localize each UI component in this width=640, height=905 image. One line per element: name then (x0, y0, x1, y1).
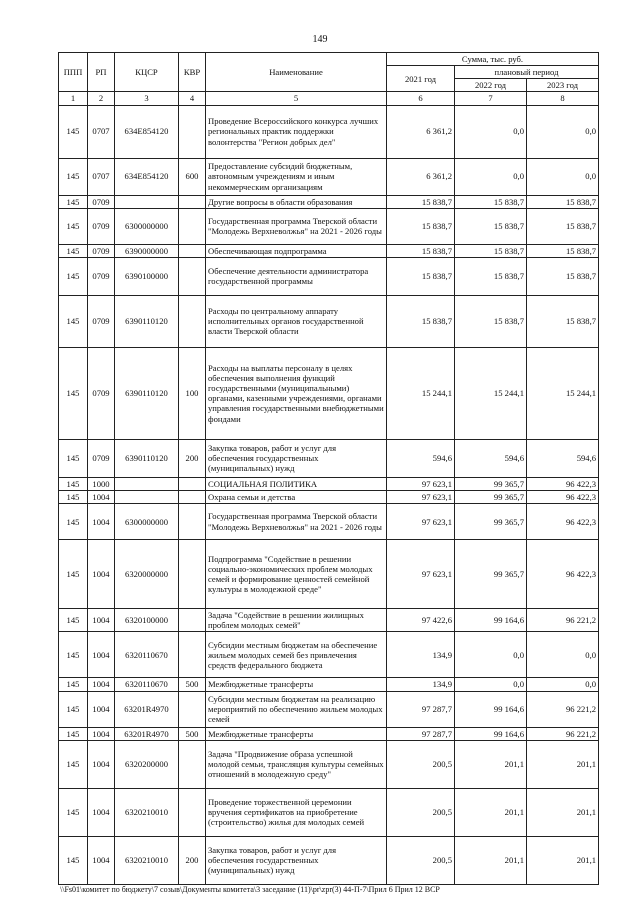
cell-v2021: 15 838,7 (387, 244, 455, 257)
cell-kcsr: 6390110120 (115, 439, 179, 477)
cell-v2022: 99 365,7 (455, 490, 527, 503)
cell-kcsr: 6320110670 (115, 678, 179, 691)
table-row (59, 727, 599, 740)
table-row (59, 740, 599, 788)
column-number-cell: 4 (179, 92, 206, 105)
cell-v2023: 15 838,7 (527, 208, 599, 244)
cell-v2021: 15 838,7 (387, 257, 455, 295)
cell-kvr: 200 (179, 439, 206, 477)
cell-rp: 1004 (88, 727, 115, 740)
column-number-cell: 5 (206, 92, 387, 105)
cell-v2022: 0,0 (455, 158, 527, 195)
cell-ppp: 145 (59, 540, 88, 609)
cell-ppp: 145 (59, 257, 88, 295)
cell-rp: 0709 (88, 244, 115, 257)
cell-kcsr: 6390110120 (115, 295, 179, 347)
table-row (59, 439, 599, 477)
table-row (59, 244, 599, 257)
table-row (59, 105, 599, 158)
cell-kcsr: 6320110670 (115, 632, 179, 678)
budget-table (58, 52, 599, 885)
cell-kvr (179, 788, 206, 836)
cell-v2023: 96 422,3 (527, 477, 599, 490)
column-number-cell: 3 (115, 92, 179, 105)
cell-kcsr: 6300000000 (115, 504, 179, 540)
table-body (59, 105, 599, 884)
cell-v2023: 0,0 (527, 678, 599, 691)
page-number: 149 (312, 34, 328, 45)
cell-name: СОЦИАЛЬНАЯ ПОЛИТИКА (206, 477, 387, 490)
cell-kvr: 100 (179, 347, 206, 439)
col-header-rp: РП (88, 53, 115, 92)
cell-kvr (179, 609, 206, 632)
col-header-kcsr: КЦСР (115, 53, 179, 92)
table-row (59, 257, 599, 295)
table-row (59, 295, 599, 347)
cell-ppp: 145 (59, 208, 88, 244)
cell-kvr: 200 (179, 836, 206, 884)
cell-ppp: 145 (59, 295, 88, 347)
cell-v2022: 0,0 (455, 105, 527, 158)
cell-ppp: 145 (59, 678, 88, 691)
cell-v2023: 0,0 (527, 158, 599, 195)
col-header-name: Наименование (206, 53, 387, 92)
cell-v2023: 201,1 (527, 836, 599, 884)
cell-v2022: 15 838,7 (455, 208, 527, 244)
cell-ppp: 145 (59, 158, 88, 195)
cell-ppp: 145 (59, 691, 88, 727)
cell-v2022: 594,6 (455, 439, 527, 477)
cell-v2022: 15 838,7 (455, 244, 527, 257)
cell-kvr (179, 540, 206, 609)
table-row (59, 490, 599, 503)
cell-rp: 1004 (88, 632, 115, 678)
cell-name: Задача "Продвижение образа успешной молодой семьи, трансляция культуры семейных отношений в молодежную среду" (206, 740, 387, 788)
cell-kvr: 500 (179, 678, 206, 691)
cell-v2023: 201,1 (527, 740, 599, 788)
cell-kcsr (115, 477, 179, 490)
cell-v2023: 96 422,3 (527, 504, 599, 540)
cell-v2023: 0,0 (527, 632, 599, 678)
cell-v2022: 0,0 (455, 632, 527, 678)
file-path-footer: \\Fs01\комитет по бюджету\7 созыв\Документы комитета\3 заседание (11)\pr\zpr(3) 44-П-7\Прил 6 Прил 12 ВСР (60, 885, 440, 894)
cell-ppp: 145 (59, 788, 88, 836)
cell-rp: 1004 (88, 788, 115, 836)
cell-name: Субсидии местным бюджетам на обеспечение жильем молодых семей без привлечения средств федерального бюджета (206, 632, 387, 678)
col-header-kvr: КВР (179, 53, 206, 92)
cell-v2022: 99 365,7 (455, 504, 527, 540)
cell-v2021: 200,5 (387, 836, 455, 884)
cell-v2022: 15 838,7 (455, 257, 527, 295)
table-row (59, 788, 599, 836)
cell-kcsr: 6300000000 (115, 208, 179, 244)
cell-name: Предоставление субсидий бюджетным, автономным учреждениям и иным некоммерческим организациям (206, 158, 387, 195)
cell-v2022: 201,1 (455, 740, 527, 788)
cell-v2023: 0,0 (527, 105, 599, 158)
cell-v2023: 594,6 (527, 439, 599, 477)
cell-v2021: 97 422,6 (387, 609, 455, 632)
cell-v2022: 15 838,7 (455, 195, 527, 208)
col-header-plan-period: плановый период (455, 66, 599, 79)
cell-kcsr: 63201R4970 (115, 727, 179, 740)
cell-kvr (179, 295, 206, 347)
col-header-2023: 2023 год (527, 79, 599, 92)
cell-v2022: 0,0 (455, 678, 527, 691)
cell-name: Межбюджетные трансферты (206, 727, 387, 740)
cell-v2022: 99 365,7 (455, 540, 527, 609)
cell-v2021: 6 361,2 (387, 158, 455, 195)
cell-kvr (179, 490, 206, 503)
cell-ppp: 145 (59, 105, 88, 158)
cell-kvr: 500 (179, 727, 206, 740)
cell-name: Субсидии местным бюджетам на реализацию мероприятий по обеспечению жильем молодых семей (206, 691, 387, 727)
table-row (59, 347, 599, 439)
cell-v2022: 99 164,6 (455, 727, 527, 740)
table-row (59, 477, 599, 490)
cell-v2023: 15 838,7 (527, 295, 599, 347)
cell-name: Другие вопросы в области образования (206, 195, 387, 208)
column-number-cell: 7 (455, 92, 527, 105)
cell-name: Расходы на выплаты персоналу в целях обеспечения выполнения функций государственными (муниципальными) органами, казенными учреждениями, органами управления государственными внебюджетными фондами (206, 347, 387, 439)
cell-ppp: 145 (59, 477, 88, 490)
cell-rp: 1004 (88, 609, 115, 632)
column-number-row (59, 92, 599, 105)
cell-name: Межбюджетные трансферты (206, 678, 387, 691)
cell-name: Государственная программа Тверской области "Молодежь Верхневолжья" на 2021 - 2026 годы (206, 208, 387, 244)
cell-v2021: 97 623,1 (387, 540, 455, 609)
cell-v2021: 15 838,7 (387, 295, 455, 347)
table-row (59, 836, 599, 884)
cell-ppp: 145 (59, 609, 88, 632)
cell-name: Задача "Содействие в решении жилищных проблем молодых семей" (206, 609, 387, 632)
cell-v2021: 200,5 (387, 740, 455, 788)
cell-v2021: 15 244,1 (387, 347, 455, 439)
cell-ppp: 145 (59, 195, 88, 208)
cell-rp: 1004 (88, 836, 115, 884)
table-row (59, 540, 599, 609)
cell-kvr (179, 504, 206, 540)
cell-rp: 0709 (88, 295, 115, 347)
cell-rp: 0709 (88, 195, 115, 208)
cell-rp: 0709 (88, 347, 115, 439)
cell-v2023: 96 422,3 (527, 540, 599, 609)
cell-kvr (179, 257, 206, 295)
cell-kcsr: 6320210010 (115, 788, 179, 836)
col-header-2022: 2022 год (455, 79, 527, 92)
cell-ppp: 145 (59, 439, 88, 477)
cell-name: Расходы по центральному аппарату исполнительных органов государственной власти Тверской области (206, 295, 387, 347)
cell-v2021: 594,6 (387, 439, 455, 477)
table-row (59, 609, 599, 632)
cell-ppp: 145 (59, 632, 88, 678)
cell-rp: 1004 (88, 691, 115, 727)
cell-name: Закупка товаров, работ и услуг для обеспечения государственных (муниципальных) нужд (206, 836, 387, 884)
cell-v2023: 15 838,7 (527, 257, 599, 295)
cell-kvr (179, 632, 206, 678)
cell-kvr (179, 105, 206, 158)
cell-kvr (179, 208, 206, 244)
cell-kvr (179, 477, 206, 490)
cell-rp: 1004 (88, 740, 115, 788)
col-header-ppp: ППП (59, 53, 88, 92)
cell-rp: 0707 (88, 158, 115, 195)
cell-rp: 0709 (88, 208, 115, 244)
cell-name: Закупка товаров, работ и услуг для обеспечения государственных (муниципальных) нужд (206, 439, 387, 477)
cell-kvr (179, 244, 206, 257)
cell-v2023: 96 221,2 (527, 691, 599, 727)
cell-ppp: 145 (59, 836, 88, 884)
cell-name: Подпрограмма "Содействие в решении социально-экономических проблем молодых семей и формирование ценностей семейной культуры в молодежной среде" (206, 540, 387, 609)
cell-ppp: 145 (59, 347, 88, 439)
column-number-cell: 1 (59, 92, 88, 105)
cell-ppp: 145 (59, 504, 88, 540)
cell-kcsr: 6320000000 (115, 540, 179, 609)
cell-kcsr: 6320200000 (115, 740, 179, 788)
cell-v2021: 15 838,7 (387, 195, 455, 208)
cell-name: Обеспечение деятельности администратора государственной программы (206, 257, 387, 295)
cell-name: Проведение торжественной церемонии вручения сертификатов на приобретение (строительство) жилья для молодых семей (206, 788, 387, 836)
cell-kcsr: 6320210010 (115, 836, 179, 884)
cell-kcsr: 63201R4970 (115, 691, 179, 727)
cell-name: Обеспечивающая подпрограмма (206, 244, 387, 257)
column-number-cell: 2 (88, 92, 115, 105)
cell-v2021: 97 623,1 (387, 490, 455, 503)
table-row (59, 158, 599, 195)
cell-v2023: 201,1 (527, 788, 599, 836)
cell-v2023: 96 221,2 (527, 727, 599, 740)
cell-ppp: 145 (59, 740, 88, 788)
cell-rp: 1004 (88, 490, 115, 503)
cell-ppp: 145 (59, 727, 88, 740)
cell-rp: 1000 (88, 477, 115, 490)
cell-kvr (179, 691, 206, 727)
cell-ppp: 145 (59, 244, 88, 257)
cell-v2022: 99 164,6 (455, 691, 527, 727)
cell-v2021: 134,9 (387, 678, 455, 691)
cell-kcsr: 634E854120 (115, 105, 179, 158)
cell-v2022: 201,1 (455, 788, 527, 836)
col-header-sum: Сумма, тыс. руб. (387, 53, 599, 66)
cell-kvr (179, 195, 206, 208)
cell-v2021: 6 361,2 (387, 105, 455, 158)
column-number-cell: 6 (387, 92, 455, 105)
cell-rp: 1004 (88, 540, 115, 609)
cell-name: Государственная программа Тверской области "Молодежь Верхневолжья" на 2021 - 2026 годы (206, 504, 387, 540)
cell-kcsr: 634E854120 (115, 158, 179, 195)
cell-v2021: 97 623,1 (387, 504, 455, 540)
cell-v2021: 15 838,7 (387, 208, 455, 244)
table-row (59, 504, 599, 540)
cell-kcsr (115, 490, 179, 503)
cell-v2023: 96 221,2 (527, 609, 599, 632)
cell-v2022: 99 164,6 (455, 609, 527, 632)
cell-v2023: 15 838,7 (527, 195, 599, 208)
cell-v2023: 15 244,1 (527, 347, 599, 439)
cell-v2022: 201,1 (455, 836, 527, 884)
cell-v2023: 15 838,7 (527, 244, 599, 257)
cell-kcsr: 6320100000 (115, 609, 179, 632)
cell-kcsr (115, 195, 179, 208)
cell-v2021: 134,9 (387, 632, 455, 678)
cell-v2021: 200,5 (387, 788, 455, 836)
cell-v2022: 15 244,1 (455, 347, 527, 439)
cell-kcsr: 6390100000 (115, 257, 179, 295)
cell-v2023: 96 422,3 (527, 490, 599, 503)
col-header-2021: 2021 год (387, 66, 455, 92)
cell-v2021: 97 287,7 (387, 727, 455, 740)
cell-v2021: 97 623,1 (387, 477, 455, 490)
cell-rp: 1004 (88, 678, 115, 691)
cell-rp: 0707 (88, 105, 115, 158)
table-row (59, 208, 599, 244)
cell-v2022: 99 365,7 (455, 477, 527, 490)
column-number-cell: 8 (527, 92, 599, 105)
cell-v2022: 15 838,7 (455, 295, 527, 347)
cell-rp: 0709 (88, 257, 115, 295)
table-row (59, 195, 599, 208)
cell-name: Охрана семьи и детства (206, 490, 387, 503)
cell-rp: 0709 (88, 439, 115, 477)
cell-kcsr: 6390110120 (115, 347, 179, 439)
cell-kcsr: 6390000000 (115, 244, 179, 257)
cell-name: Проведение Всероссийского конкурса лучших региональных практик поддержки волонтерства "Регион добрых дел" (206, 105, 387, 158)
table-row (59, 632, 599, 678)
cell-kvr: 600 (179, 158, 206, 195)
cell-rp: 1004 (88, 504, 115, 540)
table-row (59, 678, 599, 691)
table-row (59, 691, 599, 727)
cell-kvr (179, 740, 206, 788)
cell-v2021: 97 287,7 (387, 691, 455, 727)
cell-ppp: 145 (59, 490, 88, 503)
